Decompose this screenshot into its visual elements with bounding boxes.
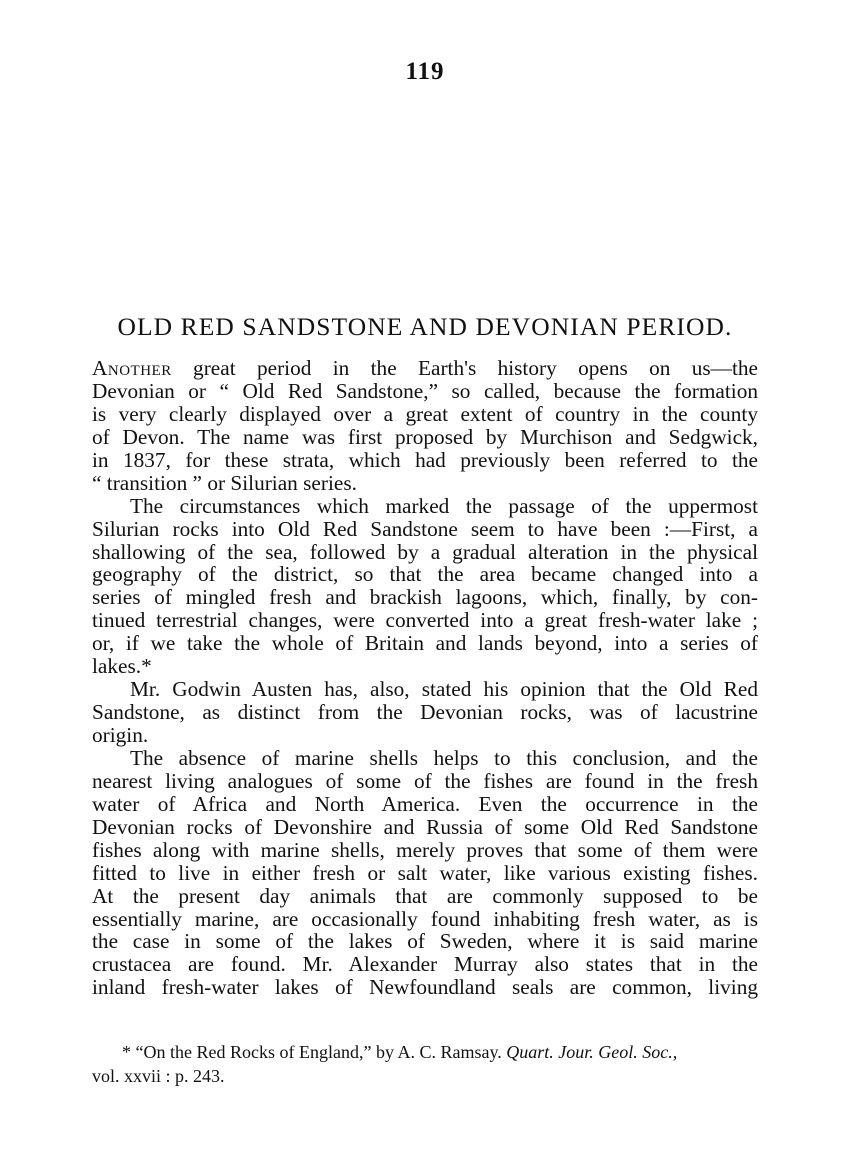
paragraph-3-line-2: Sandstone, as distinct from the Devonian rocks, was of lacustrine [92, 700, 758, 725]
paragraph-4-line-5: fishes along with marine shells, merely proves that some of them were [92, 837, 758, 862]
paragraph-4-line-6: fitted to live in either fresh or salt water, like various existing fishes. [92, 860, 758, 885]
body-text [92, 357, 758, 999]
paragraph-4-line-10: crustacea are found. Mr. Alexander Murray also states that in the [92, 952, 758, 977]
footnote-line-2: vol. xxvii : p. 243. [92, 1066, 225, 1086]
paragraph-1-line-4: of Devon. The name was first proposed by Murchison and Sedgwick, [92, 424, 758, 449]
paragraph-1-line-3: is very clearly displayed over a great extent of country in the county [92, 401, 758, 426]
paragraph-4-line-7: At the present day animals that are commonly supposed to be [92, 883, 758, 908]
lead-word: Another [92, 356, 172, 380]
paragraph-4-line-4: Devonian rocks of Devonshire and Russia of some Old Red Sandstone [92, 814, 758, 839]
paragraph-3-line-1: Mr. Godwin Austen has, also, stated his opinion that the Old Red [130, 677, 758, 702]
paragraph-4-line-11: inland fresh-water lakes of Newfoundland seals are common, living [92, 975, 758, 1000]
paragraph-3-line-3: origin. [92, 723, 149, 747]
paragraph-4-line-9: the case in some of the lakes of Sweden, where it is said marine [92, 929, 758, 954]
journal-title: Quart. Jour. Geol. Soc., [506, 1042, 678, 1062]
paragraph-2-line-8: lakes.* [92, 654, 152, 679]
paragraph-2-line-1: The circumstances which marked the passage of the uppermost [130, 493, 758, 518]
paragraph-4-line-3: water of Africa and North America. Even the occurrence in the [92, 791, 758, 816]
chapter-title: OLD RED SANDSTONE AND DEVONIAN PERIOD. [117, 312, 733, 341]
paragraph-1-line-2: Devonian or “ Old Red Sandstone,” so called, because the formation [92, 378, 758, 403]
paragraph-2-line-6: tinued terrestrial changes, were converted into a great fresh-water lake ; [92, 608, 758, 633]
paragraph-2-line-5: series of mingled fresh and brackish lagoons, which, finally, by con- [92, 585, 758, 610]
paragraph-4-line-8: essentially marine, are occasionally found inhabiting fresh water, as is [92, 906, 758, 931]
paragraph-4-line-1: The absence of marine shells helps to this conclusion, and the [130, 745, 758, 770]
footnote-line-1: * “On the Red Rocks of England,” by A. C. Ramsay. Quart. Jour. Geol. Soc., [122, 1042, 678, 1062]
paragraph-1-line-1: Another great period in the Earth's history opens on us—the [92, 356, 758, 380]
footnote [92, 1040, 758, 1088]
footnote-marker: * “ [122, 1042, 144, 1062]
paragraph-4-line-2: nearest living analogues of some of the fishes are found in the fresh [92, 768, 758, 793]
page-number: 119 [405, 58, 445, 85]
paragraph-2-line-7: or, if we take the whole of Britain and lands beyond, into a series of [92, 631, 758, 656]
paragraph-1-line-6: “ transition ” or Silurian series. [92, 470, 357, 495]
book-page [92, 0, 758, 1150]
paragraph-2-line-4: geography of the district, so that the area became changed into a [92, 562, 758, 587]
paragraph-2-line-2: Silurian rocks into Old Red Sandstone seem to have been :—First, a [92, 516, 758, 541]
paragraph-1-line-5: in 1837, for these strata, which had previously been referred to the [92, 447, 758, 472]
paragraph-2-line-3: shallowing of the sea, followed by a gradual alteration in the physical [92, 539, 758, 564]
